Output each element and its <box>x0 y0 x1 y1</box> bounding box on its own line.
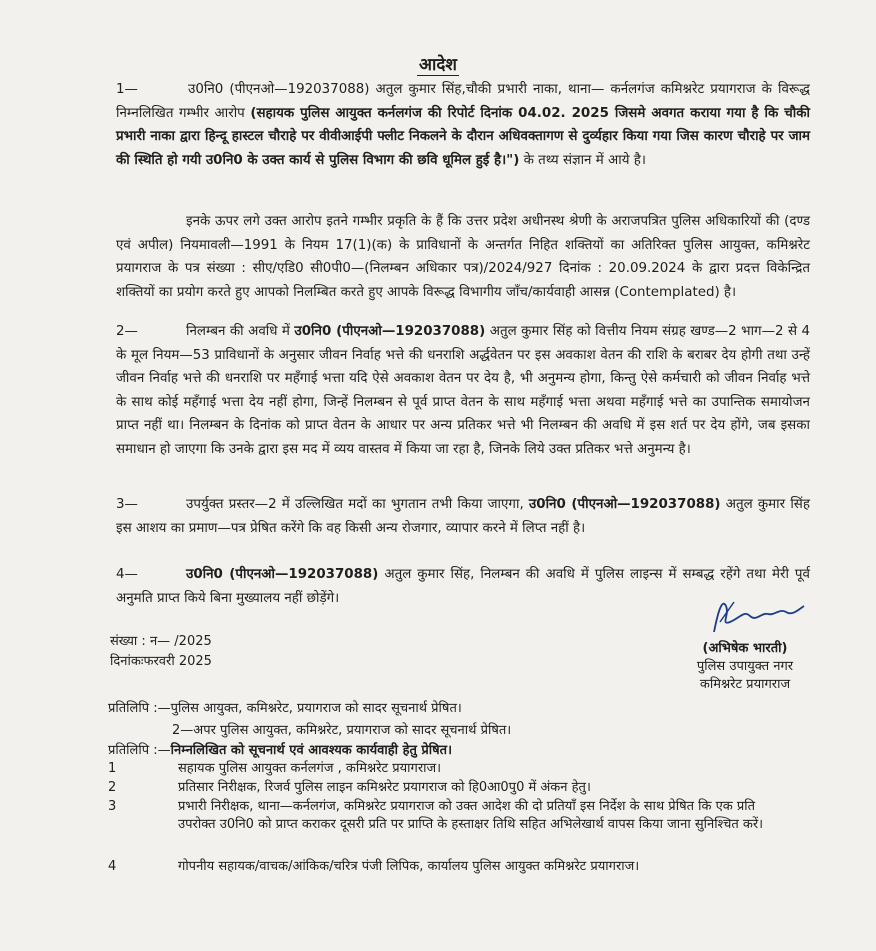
p1-intro: उ0नि0 (पीएनओ—192037088) अतुल कुमार सिंह,चौकी प्रभारी नाका, थाना— कर्नलगंज कमिश्नरेट प्रयागराज के विरूद्ध निम्नलिखित गम्भीर आरोप <box>116 82 810 121</box>
copy-line-3 <box>108 742 808 760</box>
p3-intro: उपर्युक्त प्रस्तर—2 में उल्लिखित मदों का भुगतान तभी किया जाएगा, <box>186 497 529 512</box>
signatory-block <box>650 640 840 694</box>
copy-item-text: प्रभारी निरीक्षक, थाना—कर्नलगंज, कमिश्नरेट प्रयागराज को उक्त आदेश की दो प्रतियाँ इस निर्देश के साथ प्रेषित कि एक प्रति उपरोक्त उ0नि0 को प्राप्त कराकर दूसरी प्रति पर प्राप्ति के हस्ताक्षर तिथि सहित अभिलेखार्थ वापस किया जाना सुनिश्चित करें। <box>178 799 764 832</box>
p3-body: अतुल कुमार सिंह इस आशय का प्रमाण—पत्र प्रेषित करेंगे कि वह किसी अन्य रोजगार, व्यापार करने में लिप्त नहीं है। <box>116 497 810 536</box>
letter-date: दिनांकःफरवरी 2025 <box>110 654 212 669</box>
copy-instruction: निम्नलिखित को सूचनार्थ एवं आवश्यक कार्यवाही हेतु प्रेषित। <box>170 743 453 758</box>
signatory-designation: पुलिस उपायुक्त नगर <box>696 659 794 674</box>
signatory-office: कमिश्नरेट प्रयागराज <box>699 677 791 692</box>
p4-body: अतुल कुमार सिंह, निलम्बन की अवधि में पुलिस लाइन्स में सम्बद्ध रहेंगे तथा मेरी पूर्व अनुमति प्राप्त किये बिना मुख्यालय नहीं छोड़ेंगे। <box>116 567 810 606</box>
paragraph-1 <box>116 78 810 172</box>
paragraph-1b <box>116 210 810 304</box>
copy-item-index: 4 <box>108 859 117 874</box>
copy-item-index: 1 <box>108 761 117 776</box>
copy-prefix: प्रतिलिपि :— <box>108 743 171 758</box>
p2-body: अतुल कुमार सिंह को वित्तीय नियम संग्रह खण्ड—2 भाग—2 से 4 के मूल नियम—53 प्राविधानों के अनुसार जीवन निर्वाह भत्ते की धनराशि अर्द्धवेतन पर इस अवकाश वेतन की राशि के बराबर देय होगी तथा उन्हें जीवन निर्वाह भत्ते की धनराशि पर महँगाई भत्ता यदि ऐसे अवकाश वेतन पर देय है, भी अनुमन्य होगा, किन्तु ऐसे कर्मचारी को जीवन निर्वाह भत्ते के साथ कोई महँगाई भत्ता देय नहीं होगा, जिन्हें निलम्बन से पूर्व प्राप्त वेतन के साथ महँगाई भत्ता अथवा महँगाई भत्ते का उपान्तिक समायोजन प्राप्त नहीं था। निलम्बन के दिनांक को प्राप्त वेतन के आधार पर अन्य प्रतिकर भत्ते भी निलम्बन की अवधि में इस शर्त पर देय होंगे, जब इसका समाधान हो जाएगा कि उनके द्वारा इस मद में व्यय वास्तव में किया जा रहा है, जिनके लिये उक्त प्रतिकर भत्ते अनुमन्य है। <box>116 324 810 457</box>
signatory-name: (अभिषेक भारती) <box>702 641 788 656</box>
copy-item-text: प्रतिसार निरीक्षक, रिजर्व पुलिस लाइन कमिश्नरेट प्रयागराज को हि0आ0पु0 में अंकन हेतु। <box>178 780 591 795</box>
copy-line-2: 2—अपर पुलिस आयुक्त, कमिश्नरेट, प्रयागराज को सादर सूचनार्थ प्रेषित। <box>172 723 512 738</box>
p1-ending: के तथ्य संज्ञान में आये है। <box>519 152 646 168</box>
copy-item-index: 3 <box>108 799 117 814</box>
signature-mark <box>700 592 810 640</box>
copy-item-text: गोपनीय सहायक/वाचक/आंकिक/चरित्र पंजी लिपिक, कार्यालय पुलिस आयुक्त कमिश्नरेट प्रयागराज। <box>178 859 640 874</box>
copy-item-index: 2 <box>108 780 117 795</box>
letter-number: संख्या : न— /2025 <box>110 634 212 649</box>
paragraph-number: 2— <box>116 324 138 339</box>
copy-line-1: प्रतिलिपि :—पुलिस आयुक्त, कमिश्नरेट, प्रयागराज को सादर सूचनार्थ प्रेषित। <box>108 701 462 716</box>
p1-allegation: (सहायक पुलिस आयुक्त कर्नलगंज की रिपोर्ट दिनांक 04.02. 2025 जिसमे अवगत कराया गया है कि चौकी प्रभारी नाका द्वारा हिन्दू हास्टल चौराहे पर वीवीआईपी फ्लीट निकलने के दौरान अधिवक्तागण से दुर्व्यहार किया गया जिस कारण चौराहे पर जाम की स्थिति हो गयी उ0नि0 के उक्त कार्य से पुलिस विभाग की छवि धूमिल हुई है।") <box>116 105 810 168</box>
p1b-text: इनके ऊपर लगे उक्त आरोप इतने गम्भीर प्रकृति के हैं कि उत्तर प्रदेश अधीनस्थ श्रेणी के अराजपत्रित पुलिस अधिकारियों की (दण्ड एवं अपील) नियमावली—1991 के नियम 17(1)(क) के प्राविधानों के अन्तर्गत निहित शक्तियों का अतिरिक्त पुलिस आयुक्त, कमिश्नरेट प्रयागराज के पत्र संख्या : सीए/एडि0 सी0पी0—(निलम्बन अधिकार पत्र)/2024/927 दिनांक : 20.09.2024 के द्वारा प्रदत्त विकेन्द्रित शक्तियों का प्रयोग करते हुए आपको निलम्बित करते हुए आपके विरूद्ध विभागीय जाँच/कार्यवाही आसन्न (Contemplated) है। <box>116 214 810 300</box>
p2-intro: निलम्बन की अवधि में <box>186 324 295 339</box>
paragraph-number: 4— <box>116 567 138 582</box>
p2-officer-id: उ0नि0 (पीएनओ—192037088) <box>294 324 486 339</box>
copy-item-text: सहायक पुलिस आयुक्त कर्नलगंज , कमिश्नरेट प्रयागराज। <box>178 761 442 776</box>
document-title: आदेश <box>419 55 457 75</box>
paragraph-number: 1— <box>116 82 138 97</box>
p4-officer-id: उ0नि0 (पीएनओ—192037088) <box>186 567 379 582</box>
p3-officer-id: उ0नि0 (पीएनओ—192037088) <box>528 497 721 512</box>
paragraph-number: 3— <box>116 497 138 512</box>
paragraph-3 <box>116 493 810 540</box>
paragraph-2 <box>116 320 810 461</box>
